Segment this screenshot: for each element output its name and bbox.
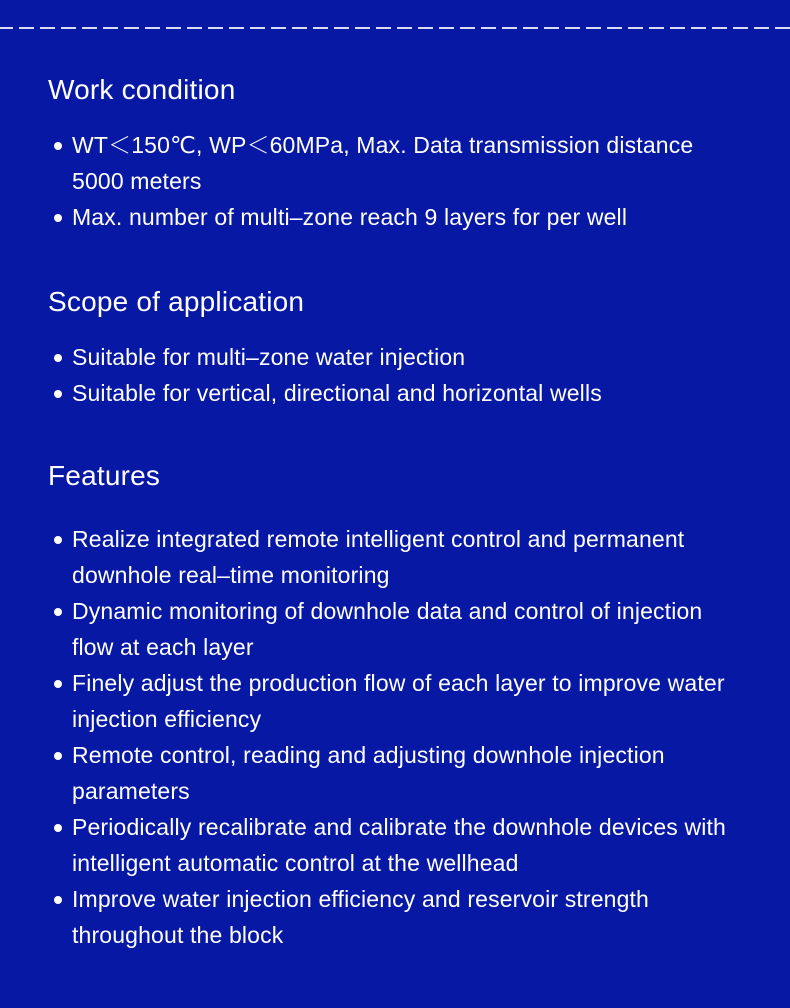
- section-title-scope: Scope of application: [48, 286, 305, 317]
- bullet-icon: [54, 752, 62, 760]
- features-section: [48, 459, 748, 953]
- list-item: Realize integrated remote intelligent control and permanent downhole real–time monitoring: [48, 521, 748, 593]
- bullet-icon: [54, 608, 62, 616]
- list-item: Max. number of multi–zone reach 9 layers for per well: [48, 199, 748, 235]
- bullet-icon: [54, 680, 62, 688]
- list-item: WT＜150℃, WP＜60MPa, Max. Data transmission distance 5000 meters: [48, 127, 748, 199]
- features-list: [48, 521, 748, 953]
- bullet-icon: [54, 390, 62, 398]
- scope-list: [48, 339, 748, 411]
- list-item: Improve water injection efficiency and reservoir strength throughout the block: [48, 881, 748, 953]
- list-item: Remote control, reading and adjusting downhole injection parameters: [48, 737, 748, 809]
- list-item: Periodically recalibrate and calibrate the downhole devices with intelligent automatic control at the wellhead: [48, 809, 748, 881]
- list-item: Finely adjust the production flow of each layer to improve water injection efficiency: [48, 665, 748, 737]
- bullet-icon: [54, 142, 62, 150]
- dashed-divider: [0, 27, 790, 29]
- list-item: Suitable for vertical, directional and horizontal wells: [48, 375, 748, 411]
- bullet-icon: [54, 214, 62, 222]
- list-item: Dynamic monitoring of downhole data and control of injection flow at each layer: [48, 593, 748, 665]
- scope-of-application-section: [48, 285, 748, 411]
- bullet-icon: [54, 824, 62, 832]
- bullet-icon: [54, 536, 62, 544]
- list-item: Suitable for multi–zone water injection: [48, 339, 748, 375]
- bullet-icon: [54, 896, 62, 904]
- section-title-features: Features: [48, 460, 161, 491]
- bullet-icon: [54, 354, 62, 362]
- work-condition-list: [48, 127, 748, 235]
- section-title-work-condition: Work condition: [48, 74, 236, 105]
- work-condition-section: [48, 73, 748, 235]
